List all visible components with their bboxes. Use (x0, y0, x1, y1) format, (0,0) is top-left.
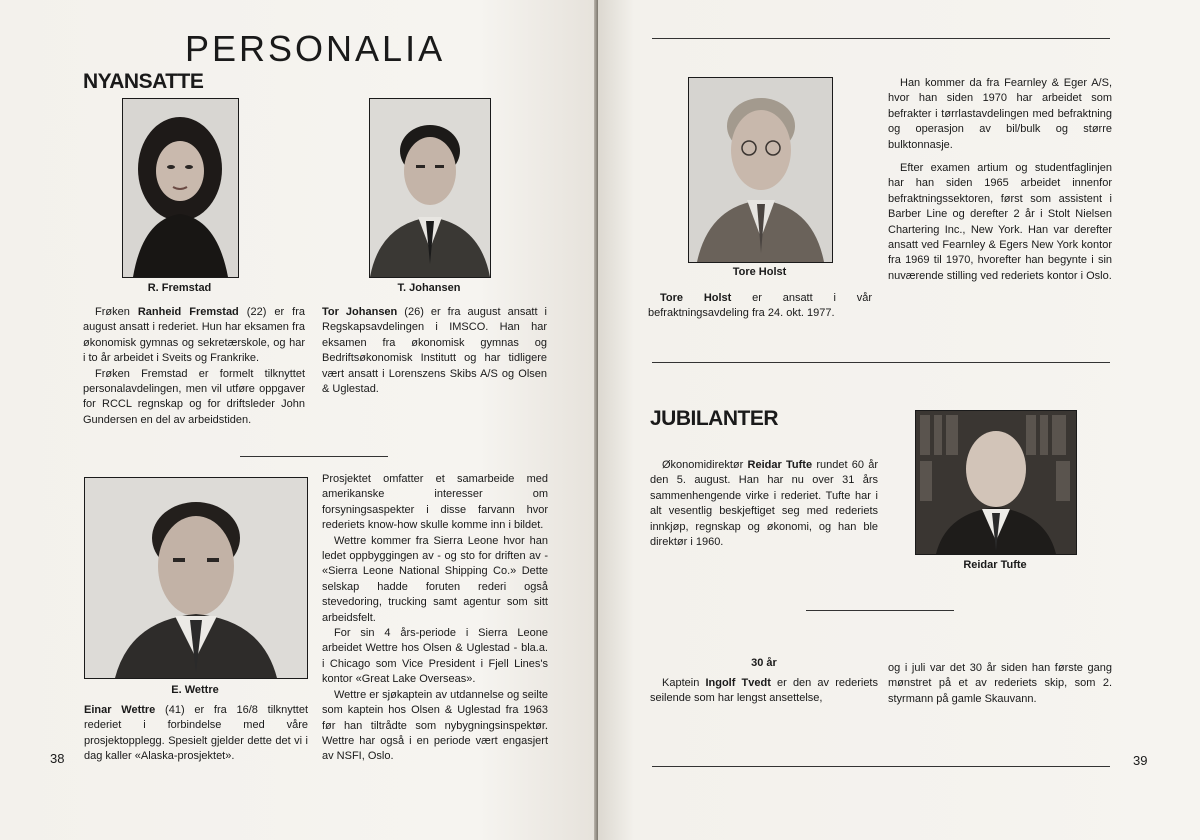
text-holst (648, 291, 872, 322)
divider-rule (240, 456, 388, 457)
text-tvedt-p1: er den av rederiets seilende som har lengst ansettelse, (650, 677, 878, 705)
right-page (598, 0, 1200, 840)
page-number-right: 39 (1133, 753, 1148, 768)
top-rule (652, 38, 1110, 39)
caption-holst: Tore Holst (732, 266, 787, 278)
photo-fremstad (122, 98, 239, 278)
name-johansen: Tor Johansen (322, 306, 398, 318)
text-fremstad-prefix: Frøken (95, 306, 138, 318)
photo-wettre (84, 477, 308, 679)
section-heading-jubilanter: JUBILANTER (650, 407, 779, 430)
text-wettre-col2-p4: Wettre er sjøkaptein av utdannelse og seilte som kaptein hos Olsen & Uglestad fra 1963 før han tiltrådte som nybygningsinspektør. Wettre har også i en periode vært engasjert av NSFI, Oslo. (322, 688, 548, 763)
name-wettre: Einar Wettre (84, 704, 156, 716)
caption-johansen: T. Johansen (397, 282, 461, 294)
photo-holst (688, 77, 833, 263)
text-holst-col2 (888, 76, 1112, 284)
text-fremstad (83, 305, 305, 428)
text-wettre-p1: (41) er fra 16/8 tilknyttet rederiet i forbindelse med våre prosjektopplegg. Spesielt gjelder dette det vi i dag kaller «Alaska-prosjektet». (84, 704, 309, 763)
text-johansen (322, 305, 547, 397)
text-fremstad-p1: (22) er fra august ansatt i rederiet. Hun har eksamen fra økonomisk gymnas og sekretærskole, og har i to år arbeidet i Sveits og Frankrike. (83, 306, 305, 365)
text-wettre-col2-p2: Wettre kommer fra Sierra Leone hvor han ledet oppbyggingen av - og sto for driften av - «Sierra Leone National Shipping Co.» Dette selskap hadde foruten rederi også stevedoring, trucking samt agentur som sitt arbeidsfelt. (322, 534, 548, 624)
section-heading-nyansatte: NYANSATTE (83, 70, 204, 93)
text-tvedt-col2 (888, 661, 1112, 707)
bottom-rule (652, 766, 1110, 767)
page-number-left: 38 (50, 751, 65, 766)
caption-fremstad: R. Fremstad (147, 282, 212, 294)
text-tufte-p1: rundet 60 år den 5. august. Han har nu over 31 års sammenhengende virke i rederiet. Tufte har i alt vesentlig beskjeftiget seg med rederiets innkjøp, regnskap og økonomi, og han ble direktør i 1960. (650, 459, 879, 549)
text-wettre (84, 703, 308, 765)
text-tvedt-prefix: Kaptein (662, 677, 706, 689)
divider-rule-right (806, 610, 954, 611)
text-wettre-col2-p3: For sin 4 års-periode i Sierra Leone arbeidet Wettre hos Olsen & Uglestad - bla.a. i Chicago som Vice President i Fjell Lines's kontor «Great Lake Overseas». (322, 627, 548, 686)
name-fremstad: Ranheid Fremstad (137, 306, 239, 318)
text-holst-p1: er ansatt i vår befraktningsavdeling fra 24. okt. 1977. (648, 292, 872, 320)
text-tvedt (650, 676, 878, 707)
caption-tufte: Reidar Tufte (963, 559, 1027, 571)
text-fremstad-p2: Frøken Fremstad er formelt tilknyttet personalavdelingen, men vil utføre oppgaver for RCCL regnskap og for driftsleder John Gundersen en del av arbeidstiden. (83, 367, 305, 426)
page-title: PERSONALIA (185, 28, 446, 69)
text-holst-col2-p1: Han kommer da fra Fearnley & Eger A/S, hvor han siden 1970 har arbeidet som befrakter i tørrlastavdelingen med befraktning og operasjon av bil/bulk og større bulktonnasje. (888, 77, 1112, 151)
name-holst: Tore Holst (660, 292, 732, 304)
text-wettre-col2-p1: Prosjektet omfatter et samarbeide med amerikanske interesser om forsyningsaspekter i disse farvann hvor rederiets know-how skulle komme inn i bildet. (322, 473, 548, 532)
text-holst-col2-p2: Efter examen artium og studentfaglinjen har han siden 1965 arbeidet innenfor befraktningssektoren, først som assistent i Barber Line og derefter 2 år i Stolt Nielsen Chartering Inc., New York. Han var derefter ansatt ved Fearnley & Egers New York kontor fra 1969 til 1970, hvorefter han begynte i sin nuværende stilling ved rederiets kontor i Oslo. (888, 162, 1112, 282)
name-tufte: Reidar Tufte (747, 459, 813, 471)
text-tvedt-col2-p1: og i juli var det 30 år siden han første gang mønstret på et av rederiets skip, som 2. styrmann på gamle Skauvann. (888, 662, 1112, 705)
heading-30-ar: 30 år (751, 657, 777, 669)
caption-wettre: E. Wettre (171, 684, 219, 696)
text-tufte (650, 458, 878, 550)
photo-tufte (915, 410, 1077, 555)
middle-rule (652, 362, 1110, 363)
name-tvedt: Ingolf Tvedt (705, 677, 771, 689)
left-page (0, 0, 598, 840)
photo-johansen (369, 98, 491, 278)
text-johansen-p1: (26) er fra august ansatt i Regskapsavdelingen i IMSCO. Han har eksamen fra økonomisk gymnas og Bedriftsøkonomisk Institutt og har tidligere vært ansatt i Lorenszens Skibs A/S og Olsen & Uglestad. (322, 306, 548, 396)
text-wettre-col2 (322, 472, 548, 765)
text-tufte-prefix: Økonomidirektør (662, 459, 748, 471)
